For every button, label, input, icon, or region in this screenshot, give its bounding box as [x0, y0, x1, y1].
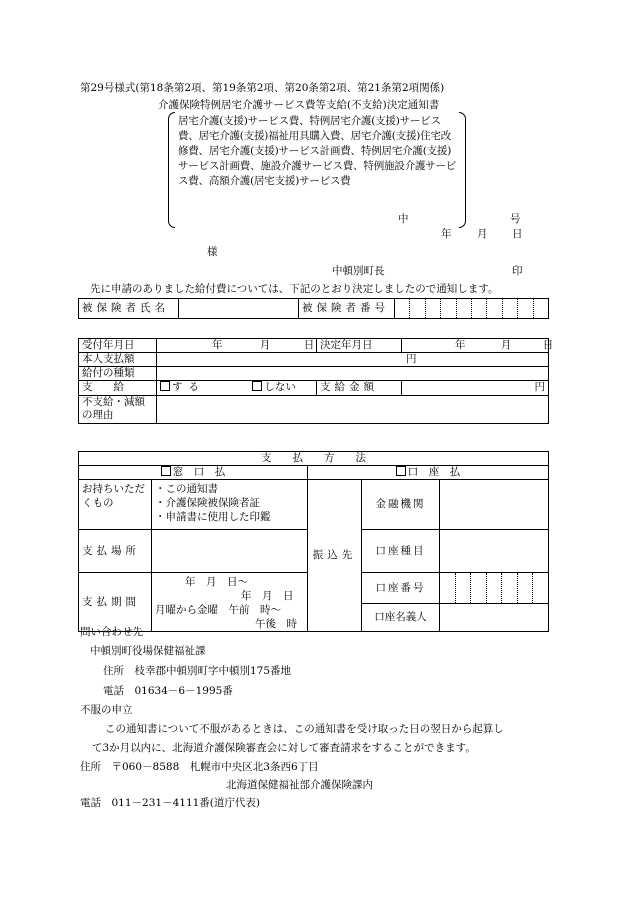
pay-no-checkbox[interactable] [252, 381, 262, 391]
appeal-phone: 電話 011－231－4111番(道庁代表) [80, 797, 260, 809]
payment-heading: 支 払 方 法 [79, 452, 549, 466]
doc-prefix: 中 [398, 213, 409, 225]
benefit-type-value[interactable] [157, 367, 549, 381]
pay-yes-label: する [172, 381, 205, 394]
seal-mark: 印 [512, 265, 523, 277]
appeal-address-2: 北海道保健福祉部介護保険課内 [226, 779, 373, 791]
decision-date-label: 決定年月日 [317, 339, 402, 353]
account-type-label: 口座種目 [362, 530, 440, 573]
appeal-line-1: この通知書について不服があるときは、この通知書を受け取った日の翌日から起算し [105, 723, 504, 735]
intro-text: 先に申請のありました給付費については、下記のとおり決定しましたので通知します。 [90, 283, 499, 295]
payment-decision-label: 支 給 [79, 381, 157, 395]
left-brace [168, 112, 175, 228]
payment-table [78, 451, 549, 632]
pay-period-label: 支払期間 [79, 573, 152, 632]
document-title: 介護保険特例居宅介護サービス費等支給(不支給)決定通知書 [158, 99, 440, 111]
addressee-suffix: 様 [207, 246, 218, 258]
received-date-value[interactable] [157, 339, 317, 353]
account-holder-label: 口座名義人 [362, 604, 440, 632]
window-pay-option[interactable] [79, 466, 308, 480]
details-table [78, 338, 554, 424]
pay-amount-label: 支給金額 [317, 381, 402, 395]
issue-month: 月 [477, 228, 488, 240]
window-pay-label: 窓 口 払 [172, 466, 226, 479]
insured-name-value[interactable] [179, 299, 299, 319]
decision-date-value[interactable] [402, 339, 554, 353]
appeal-heading: 不服の申立 [80, 704, 133, 716]
services-list: 居宅介護(支援)サービス費、特例居宅介護(支援)サービス費、居宅介護(支援)福祉用具購入費、居宅介護(支援)住宅改修費、居宅介護(支援)サービス計画費、特例居宅介護(支援)サービス計画費、施設介護サービス費、特例施設介護サービス費、高額介護(居宅支援)サービス費 [178, 115, 457, 187]
benefit-type-label: 給付の種類 [79, 367, 157, 381]
period-hours-start: 月曜から金曜 午前 時～ [155, 603, 281, 616]
bring-items-list [152, 480, 308, 530]
pay-amount-value[interactable] [402, 381, 549, 395]
insured-name-label: 被保険者氏名 [79, 299, 179, 319]
insured-number-boxes[interactable] [395, 299, 549, 319]
received-day: 日 [303, 339, 315, 351]
pay-place-label: 支払場所 [79, 530, 152, 573]
contact-office: 中頓別町役場保健福祉課 [90, 645, 206, 657]
appeal-line-2: て3か月以内に、北海道介護保険審査会に対して審査請求をすることができます。 [92, 742, 476, 754]
issue-day: 日 [512, 228, 523, 240]
services-brace [168, 112, 466, 228]
period-end: 年 月 日 [241, 589, 294, 602]
period-hours-end: 午後 時 [255, 617, 297, 630]
received-date-label: 受付年月日 [79, 339, 157, 353]
pay-place-value[interactable] [152, 530, 308, 573]
issue-year: 年 [441, 228, 452, 240]
pay-no-option[interactable] [252, 381, 296, 393]
insured-number-label: 被保険者番号 [299, 299, 395, 319]
received-year: 年 [212, 339, 223, 351]
right-brace [459, 112, 466, 228]
bring-item: ・介護保険被保険者証 [155, 497, 260, 510]
account-type-value[interactable] [440, 530, 549, 573]
received-month: 月 [259, 339, 271, 351]
contact-phone: 電話 01634－6－1995番 [103, 685, 233, 697]
decision-day: 日 [542, 339, 554, 351]
bring-items-label: お持ちいただくもの [79, 480, 152, 530]
contact-address: 住所 枝幸郡中頓別町字中頓別175番地 [103, 665, 292, 677]
pay-no-label: しない [264, 381, 296, 394]
self-pay-yen: 円 [406, 353, 417, 366]
decision-year: 年 [455, 339, 466, 351]
decision-month: 月 [500, 339, 512, 351]
window-pay-checkbox[interactable] [161, 466, 171, 476]
reason-label: 不支給・減額の理由 [79, 395, 157, 423]
self-pay-value[interactable] [157, 353, 549, 367]
form-number: 第29号様式(第18条第2項、第19条第2項、第20条第2項、第21条第2項関係) [80, 82, 445, 94]
account-number-label: 口座番号 [362, 573, 440, 604]
contact-heading: 問い合わせ先 [80, 626, 143, 638]
account-pay-label: 口 座 払 [407, 466, 461, 479]
pay-yes-option[interactable] [160, 381, 205, 393]
appeal-address-1: 住所 〒060－8588 札幌市中央区北3条西6丁目 [80, 761, 319, 773]
pay-amount-yen: 円 [534, 381, 545, 394]
insured-table [78, 298, 549, 319]
reason-value[interactable] [157, 395, 549, 423]
bank-label: 金融機関 [362, 480, 440, 530]
account-holder-value[interactable] [440, 604, 549, 632]
account-pay-checkbox[interactable] [396, 466, 406, 476]
bring-item: ・この通知書 [155, 483, 218, 496]
bring-item: ・申請書に使用した印鑑 [155, 511, 271, 524]
bank-value[interactable] [440, 480, 549, 530]
period-start: 年 月 日～ [185, 575, 248, 588]
pay-yes-checkbox[interactable] [160, 381, 170, 391]
pay-period-value[interactable] [152, 573, 308, 632]
account-pay-option[interactable] [308, 466, 549, 480]
payment-decision-options [157, 381, 317, 395]
account-number-boxes[interactable] [440, 573, 549, 604]
doc-number-label: 号 [510, 213, 521, 225]
issuer-name: 中頓別町長 [332, 265, 385, 277]
transfer-label: 振込先 [308, 480, 362, 632]
self-pay-label: 本人支払額 [79, 353, 157, 367]
